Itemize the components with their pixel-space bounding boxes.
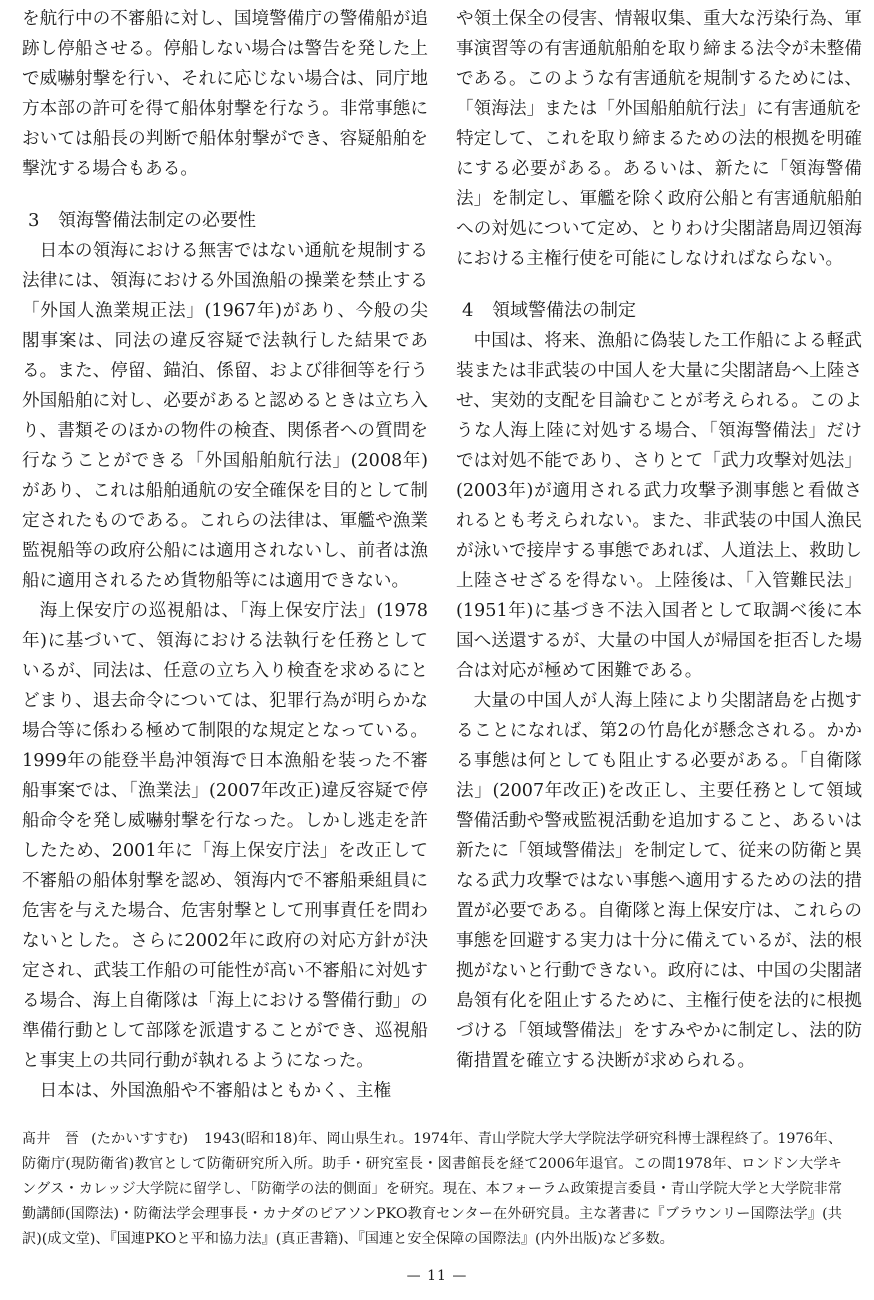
author-bio <box>22 1127 842 1252</box>
body-paragraph: 中国は、将来、漁船に偽装した工作船による軽武装または非武装の中国人を大量に尖閣諸島へ上陸させ、実効的支配を目論むことが考えられる。このような人海上陸に対処する場合、「領海警備法」だけでは対処不能であり、さりとて「武力攻撃対処法」(2003年)が適用される武力攻撃予測事態と看做されるとも考えられない。また、非武装の中国人漁民が泳いで接岸する事態であれば、人道法上、救助し上陸させざるを得ない。上陸後は、「入管難民法」(1951年)に基づき不法入国者として取調べ後に本国へ送還するが、大量の中国人が帰国を拒否した場合は対応が極めて困難である。 <box>456 331 862 681</box>
section-number: 4 <box>462 300 474 321</box>
body-paragraph: 海上保安庁の巡視船は、「海上保安庁法」(1978年)に基づいて、領海における法執行を任務としているが、同法は、任意の立ち入り検査を求めるにとどまり、退去命令については、犯罪行為が明らかな場合等に係わる極めて制限的な規定となっている。1999年の能登半島沖領海で日本漁船を装った不審船事案では、「漁業法」(2007年改正)違反容疑で停船命令を発し威嚇射撃を行なった。しかし逃走を許したため、2001年に「海上保安庁法」を改正して不審船の船体射撃を認め、領海内で不審船乗組員に危害を与えた場合、危害射撃として刑事責任を問わないとした。さらに2002年に政府の対応方針が決定され、武装工作船の可能性が高い不審船に対処する場合、海上自衛隊は「海上における警備行動」の準備行動として部隊を派遣することができ、巡視船と事実上の共同行動が執れるようになった。 <box>22 601 428 1071</box>
section-title: 領海警備法制定の必要性 <box>58 210 256 231</box>
continued-paragraph: や領土保全の侵害、情報収集、重大な汚染行為、軍事演習等の有害通航船舶を取り締まる法令が未整備である。このような有害通航を規制するためには、「領海法」または「外国船舶航行法」に有害通航を特定して、これを取り締まるための法的根拠を明確にする必要がある。あるいは、新たに「領海警備法」を制定し、軍艦を除く政府公船と有害通航船舶への対処について定め、とりわけ尖閣諸島周辺領海における主権行使を可能にしなければならない。 <box>456 9 862 269</box>
author-name-reading: (たかいすすむ) <box>91 1131 189 1147</box>
section-heading-3 <box>22 206 428 236</box>
author-bio-text: 1943(昭和18)年、岡山県生れ。1974年、青山学院大学大学院法学研究科博士課程終了。1976年、防衛庁(現防衛省)教官として防衛研究所入所。助手・研究室長・図書館長を経て2006年退官。この間1978年、ロンドン大学キングス・カレッジ大学院に留学し、「防衛学の法的側面」を研究。現在、本フォーラム政策提言委員・青山学院大学と大学院非常勤講師(国際法)・防衛法学会理事長・カナダのピアソンPKO教育センター在外研究員。主な著書に『ブラウンリー国際法学』(共訳)(成文堂)、『国連PKOと平和協力法』(真正書籍)、『国連と安全保障の国際法』(内外出版)など多数。 <box>22 1131 843 1247</box>
body-paragraph: 大量の中国人が人海上陸により尖閣諸島を占拠することになれば、第2の竹島化が懸念される。かかる事態は何としても阻止する必要がある。「自衛隊法」(2007年改正)を改正し、主要任務として領域警備活動や警戒監視活動を追加すること、あるいは新たに「領域警備法」を制定して、従来の防衛と異なる武力攻撃ではない事態へ適用するための法的措置が必要である。自衛隊と海上保安庁は、これらの事態を回避する実力は十分に備えているが、法的根拠がないと行動できない。政府には、中国の尖閣諸島領有化を阻止するために、主権行使を法的に根拠づける「領域警備法」をすみやかに制定し、法的防衛措置を確立する決断が求められる。 <box>456 691 862 1071</box>
section-title: 領域警備法の制定 <box>492 300 636 321</box>
author-name: 髙井 晉 <box>22 1131 80 1147</box>
left-column <box>22 4 428 1106</box>
right-column <box>456 4 862 1076</box>
section-number: 3 <box>28 210 40 231</box>
section-heading-4 <box>456 296 862 326</box>
continued-paragraph: を航行中の不審船に対し、国境警備庁の警備船が追跡し停船させる。停船しない場合は警告を発した上で威嚇射撃を行い、それに応じない場合は、同庁地方本部の許可を得て船体射撃を行なう。非常事態においては船長の判断で船体射撃ができ、容疑船舶を撃沈する場合もある。 <box>22 9 428 179</box>
page-number: — 11 — <box>406 1268 468 1284</box>
body-paragraph: 日本は、外国漁船や不審船はともかく、主権 <box>39 1081 392 1101</box>
body-paragraph: 日本の領海における無害ではない通航を規制する法律には、領海における外国漁船の操業を禁止する「外国人漁業規正法」(1967年)があり、今般の尖閣事案は、同法の違反容疑で法執行した結果である。また、停留、錨泊、係留、および徘徊等を行う外国船舶に対し、必要があると認めるときは立ち入り、書類そのほかの物件の検査、関係者への質問を行なうことができる「外国船舶航行法」(2008年)があり、これは船舶通航の安全確保を目的として制定されたものである。これらの法律は、軍艦や漁業監視船等の政府公船には適用されないし、前者は漁船に適用されるため貨物船等には適用できない。 <box>22 241 428 591</box>
